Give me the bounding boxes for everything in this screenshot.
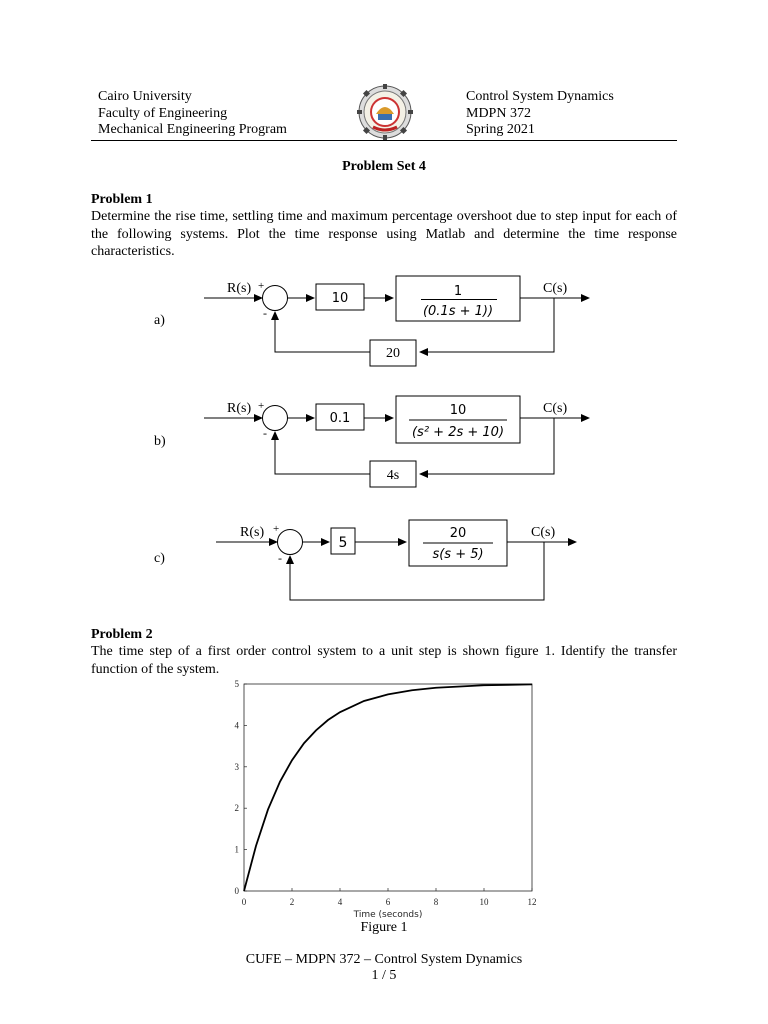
output-label-b: C(s) xyxy=(543,401,568,416)
course-title: Control System Dynamics xyxy=(466,89,614,104)
header-rule xyxy=(91,140,677,141)
university-name: Cairo University xyxy=(98,89,192,104)
plant-den-c: s(s + 5) xyxy=(432,547,484,562)
block-diagrams xyxy=(0,270,768,610)
plot-area xyxy=(244,684,532,891)
course-code: MDPN 372 xyxy=(466,105,531,121)
program-name: Mechanical Engineering Program xyxy=(98,122,287,137)
x-tick-label: 6 xyxy=(385,897,391,907)
output-label-c: C(s) xyxy=(531,525,556,540)
semester: Spring 2021 xyxy=(466,122,535,137)
header-left xyxy=(98,89,287,139)
input-label-c: R(s) xyxy=(240,525,265,540)
problem2-text: The time step of a first order control system to a unit step is shown figure 1. Identify the transfer function of the system. xyxy=(91,644,677,677)
svg-text:+: + xyxy=(258,400,265,412)
feedback-a: 20 xyxy=(386,346,400,361)
input-label-b: R(s) xyxy=(227,401,252,416)
problem1-text: Determine the rise time, settling time and maximum percentage overshoot due to step input for each of the following systems. Plot the time response using Matlab and determine the time response characteristics. xyxy=(91,209,677,259)
plant-num-b: 10 xyxy=(449,403,467,418)
y-tick-label: 5 xyxy=(234,679,239,689)
page-number: 1 / 5 xyxy=(371,968,397,983)
input-label-a: R(s) xyxy=(227,281,252,296)
svg-text:-: - xyxy=(278,551,282,565)
plant-den-a: (0.1s + 1)) xyxy=(422,304,494,319)
problem1-heading: Problem 1 xyxy=(91,192,153,207)
svg-text:+: + xyxy=(273,523,280,535)
svg-text:-: - xyxy=(263,306,267,320)
x-axis-label: Time (seconds) xyxy=(353,910,423,920)
label-c: c) xyxy=(154,551,165,566)
y-tick-label: 2 xyxy=(234,803,239,814)
x-tick-label: 2 xyxy=(289,897,295,907)
figure-caption: Figure 1 xyxy=(360,920,408,935)
header-right xyxy=(466,89,614,139)
y-tick-label: 4 xyxy=(234,720,239,731)
university-seal-logo xyxy=(357,84,413,140)
y-tick-label: 1 xyxy=(234,844,239,855)
gain-a: 10 xyxy=(331,291,349,306)
y-tick-label: 0 xyxy=(234,886,239,896)
plant-num-c: 20 xyxy=(449,526,467,541)
plant-den-b: (s² + 2s + 10) xyxy=(411,425,505,440)
x-tick-label: 4 xyxy=(337,897,343,907)
x-tick-label: 10 xyxy=(479,897,489,907)
feedback-b: 4s xyxy=(386,468,400,483)
x-tick-label: 12 xyxy=(527,897,537,907)
svg-text:-: - xyxy=(263,426,267,440)
footer-course: CUFE – MDPN 372 – Control System Dynamics xyxy=(245,952,523,967)
x-tick-label: 0 xyxy=(241,897,247,907)
label-b: b) xyxy=(154,434,166,449)
x-tick-label: 8 xyxy=(433,897,439,907)
label-a: a) xyxy=(154,313,165,328)
diagram-c xyxy=(216,520,576,600)
plant-num-a: 1 xyxy=(453,284,463,299)
svg-text:+: + xyxy=(258,280,265,292)
output-label-a: C(s) xyxy=(543,281,568,296)
step-response-chart xyxy=(215,676,545,922)
gain-b: 0.1 xyxy=(329,411,351,426)
gain-c: 5 xyxy=(338,535,348,551)
y-tick-label: 3 xyxy=(234,761,239,772)
problem2-heading: Problem 2 xyxy=(91,627,153,642)
page-title: Problem Set 4 xyxy=(342,159,426,174)
faculty-name: Faculty of Engineering xyxy=(98,105,228,121)
